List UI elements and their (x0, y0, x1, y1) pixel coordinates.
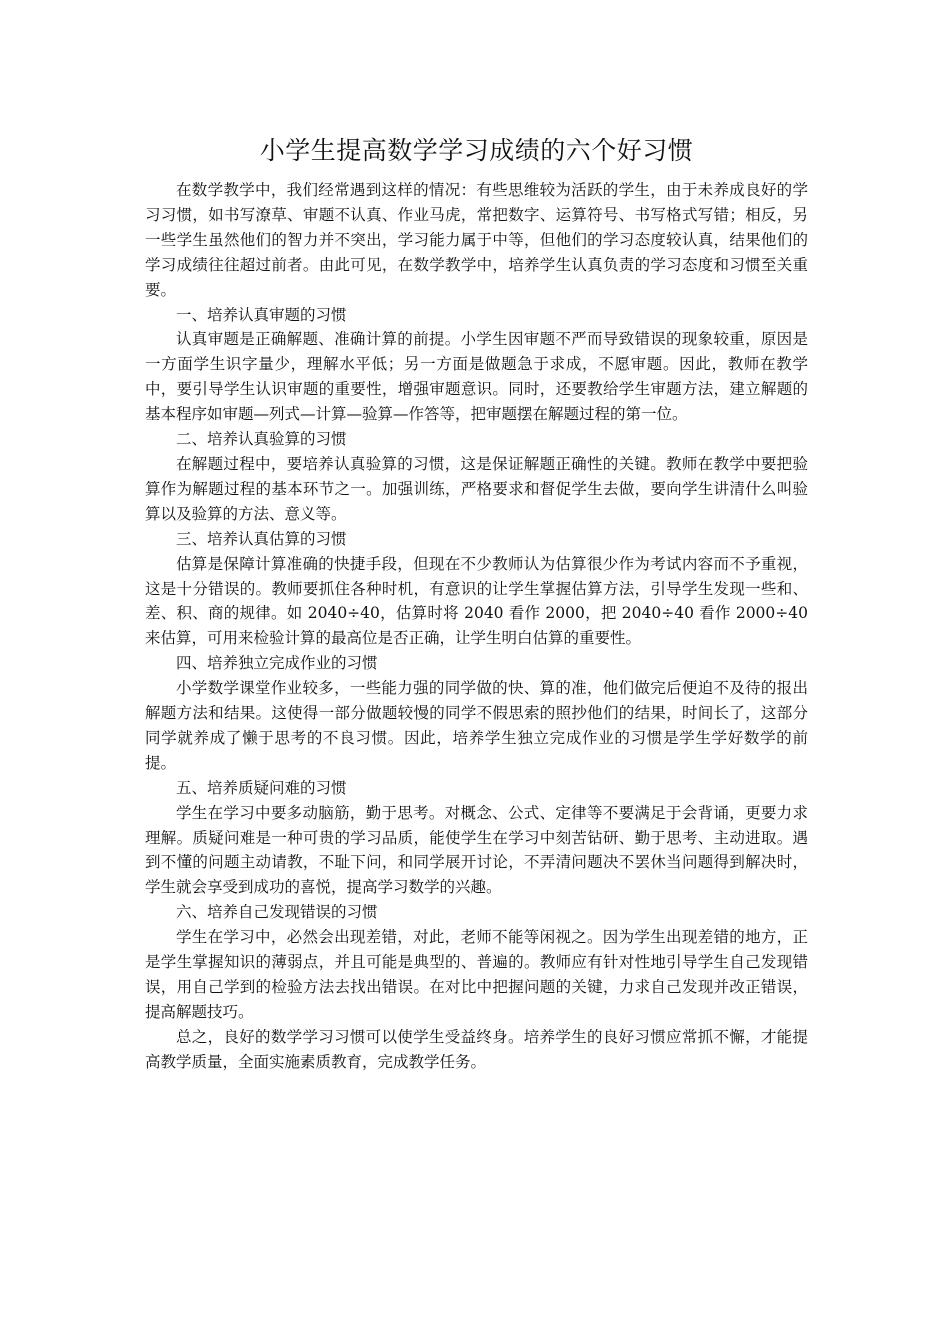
section-heading-3: 三、培养认真估算的习惯 (176, 529, 347, 548)
section-body-5: 学生在学习中要多动脑筋，勤于思考。对概念、公式、定律等不要满足于会背诵，更要力求理解。质疑问难是一种可贵的学习品质，能使学生在学习中刻苦钻研、勤于思考、主动进取。遇到不懂的问题主动请教，不耻下问，和同学展开讨论，不弄清问题决不罢休当问题得到解决时，学生就会享受到成功的喜悦，提高学习数学的兴趣。 (145, 803, 808, 897)
section-body-4: 小学数学课堂作业较多，一些能力强的同学做的快、算的准，他们做完后便迫不及待的报出解题方法和结果。这使得一部分做题较慢的同学不假思索的照抄他们的结果，时间长了，这部分同学就养成了懒于思考的不良习惯。因此，培养学生独立完成作业的习惯是学生学好数学的前提。 (145, 679, 808, 772)
section-heading-4: 四、培养独立完成作业的习惯 (176, 654, 378, 673)
section-body-2: 在解题过程中，要培养认真验算的习惯，这是保证解题正确性的关键。教师在教学中要把验算作为解题过程的基本环节之一。加强训练，严格要求和督促学生去做，要向学生讲清什么叫验算以及验算的方法、意义等。 (145, 454, 808, 523)
section-body-3: 估算是保障计算准确的快捷手段，但现在不少教师认为估算很少作为考试内容而不予重视，这是十分错误的。教师要抓住各种时机，有意识的让学生掌握估算方法，引导学生发现一些和、差、积、商的规律。如 2040÷40，估算时将 2040 看作 2000，把 2040÷40 看作 2000÷40 来估算，可用来检验计算的最高位是否正确，让学生明白估算的重要性。 (145, 554, 808, 648)
section-heading-6: 六、培养自己发现错误的习惯 (176, 903, 378, 922)
document-title: 小学生提高数学学习成绩的六个好习惯 (259, 136, 694, 165)
section-body-1: 认真审题是正确解题、准确计算的前提。小学生因审题不严而导致错误的现象较重，原因是一方面学生识字量少，理解水平低；另一方面是做题急于求成，不愿审题。因此，教师在教学中，要引导学生认识审题的重要性，增强审题意识。同时，还要教给学生审题方法，建立解题的基本程序如审题—列式—计算—验算—作答等，把审题摆在解题过程的第一位。 (145, 330, 808, 424)
section-body-6: 学生在学习中，必然会出现差错，对此，老师不能等闲视之。因为学生出现差错的地方，正是学生掌握知识的薄弱点，并且可能是典型的、普遍的。教师应有针对性地引导学生自己发现错误，用自己学到的检验方法去找出错误。在对比中把握问题的关键，力求自己发现并改正错误，提高解题技巧。 (145, 928, 808, 1021)
section-heading-5: 五、培养质疑问难的习惯 (176, 778, 347, 797)
document-page (145, 128, 808, 1075)
section-heading-2: 二、培养认真验算的习惯 (176, 430, 347, 449)
conclusion-paragraph: 总之，良好的数学学习习惯可以使学生受益终身。培养学生的良好习惯应常抓不懈，才能提高教学质量，全面实施素质教育，完成教学任务。 (145, 1027, 808, 1071)
section-heading-1: 一、培养认真审题的习惯 (176, 305, 347, 324)
intro-paragraph: 在数学教学中，我们经常遇到这样的情况：有些思维较为活跃的学生，由于未养成良好的学习习惯，如书写潦草、审题不认真、作业马虎，常把数字、运算符号、书写格式写错；相反，另一些学生虽然他们的智力并不突出，学习能力属于中等，但他们的学习态度较认真，结果他们的学习成绩往往超过前者。由此可见，在数学教学中，培养学生认真负责的学习态度和习惯至关重要。 (145, 181, 808, 299)
